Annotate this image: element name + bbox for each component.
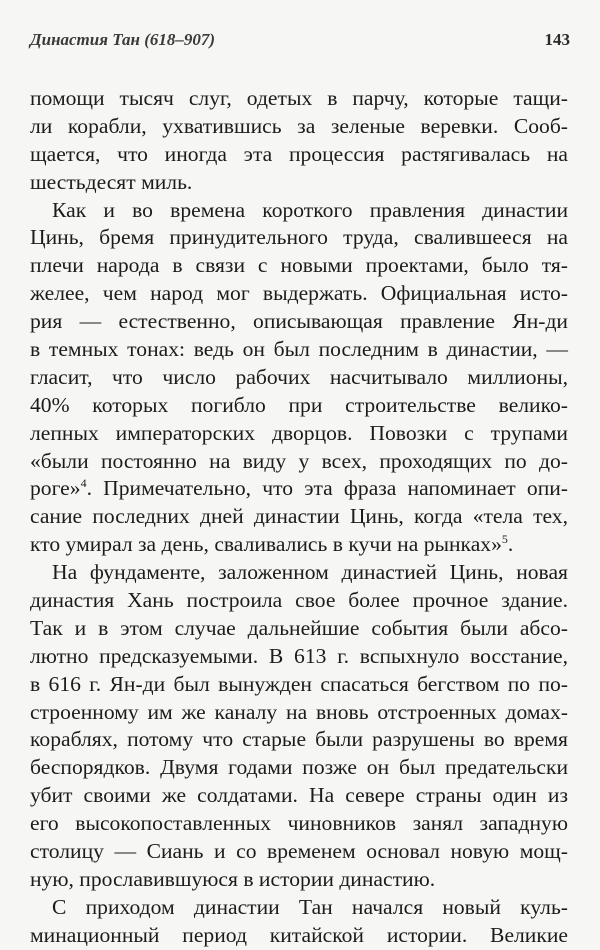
line-text: лютно предсказуемыми. В 613 г. вспыхнуло восстание, <box>30 643 568 668</box>
line-text: сание последних дней династии Цинь, когда «тела тех, <box>30 504 568 529</box>
line-text: беспорядков. Двумя годами позже он был предательски <box>30 755 568 780</box>
line-text: лепных императорских дворцов. Повозки с трупами <box>30 420 568 445</box>
line-text: помощи тысяч слуг, одетых в парчу, которые тащи- <box>30 86 568 110</box>
text-line <box>30 531 568 559</box>
line-text-continued: . <box>507 532 514 557</box>
text-line <box>30 615 568 643</box>
line-text: династия Хань построила свое более прочное здание. <box>30 588 568 613</box>
text-line <box>30 224 568 252</box>
line-text: щается, что иногда эта процессия растягивалась на <box>30 141 568 166</box>
line-text: ную, прославившуюся в истории династию. <box>30 866 436 891</box>
line-text: С приходом династии Тан начался новый куль- <box>52 894 568 919</box>
text-line <box>30 866 568 894</box>
text-line <box>30 699 568 727</box>
text-line <box>30 364 568 392</box>
text-line <box>30 448 568 476</box>
line-text: желее, чем народ мог выдержать. Официальная исто- <box>30 281 568 306</box>
text-line <box>30 252 568 280</box>
text-line <box>30 392 568 420</box>
footnote-marker[interactable]: 5 <box>501 532 508 547</box>
line-text: шестьдесят миль. <box>30 169 193 194</box>
text-line <box>30 643 568 671</box>
line-text-continued: . Примечательно, что эта фраза напоминает опи- <box>86 476 568 501</box>
line-text: Так и в этом случае дальнейшие события были абсо- <box>30 615 568 640</box>
line-text: На фундаменте, заложенном династией Цинь, новая <box>52 560 568 585</box>
line-text: роге» <box>30 476 81 501</box>
text-line <box>30 85 568 113</box>
text-line <box>30 420 568 448</box>
text-line <box>30 894 568 922</box>
body-text <box>30 85 568 950</box>
text-line <box>30 475 568 503</box>
text-line <box>30 782 568 810</box>
line-text: убит своими же солдатами. На севере страны один из <box>30 783 568 808</box>
text-line <box>30 503 568 531</box>
line-text: Как и во времена короткого правления династии <box>52 197 568 222</box>
line-text: рия — естественно, описывающая правление Ян-ди <box>30 309 568 334</box>
text-line <box>30 197 568 225</box>
line-text: гласит, что число рабочих насчитывало миллионы, <box>30 364 568 389</box>
line-text: 40% которых погибло при строительстве велико- <box>30 392 568 417</box>
line-text: минационный период китайской истории. Великие <box>30 922 568 947</box>
text-line <box>30 671 568 699</box>
text-line <box>30 280 568 308</box>
text-line <box>30 169 568 197</box>
line-text: кораблях, потому что старые были разрушены во время <box>30 727 568 752</box>
line-text: Цинь, бремя принудительного труда, свалившееся на <box>30 225 568 250</box>
text-line <box>30 922 568 950</box>
text-line <box>30 336 568 364</box>
chapter-title: Династия Тан (618–907) <box>30 30 216 49</box>
line-text: плечи народа в связи с новыми проектами, было тя- <box>30 253 568 278</box>
line-text: строенному им же каналу на вновь отстроенных домах- <box>30 699 568 724</box>
line-text: кто умирал за день, сваливались в кучи на рынках» <box>30 532 502 557</box>
running-head <box>30 30 570 56</box>
footnote-marker[interactable]: 4 <box>80 476 87 491</box>
text-line <box>30 113 568 141</box>
page-number: 143 <box>544 30 570 49</box>
line-text: столицу — Сиань и со временем основал новую мощ- <box>30 839 568 864</box>
text-line <box>30 559 568 587</box>
text-line <box>30 141 568 169</box>
line-text: в темных тонах: ведь он был последним в династии, — <box>30 337 568 362</box>
line-text: «были постоянно на виду у всех, проходящих по до- <box>30 448 568 473</box>
text-line <box>30 308 568 336</box>
text-line <box>30 838 568 866</box>
text-line <box>30 810 568 838</box>
line-text: его высокопоставленных чиновников занял западную <box>30 811 568 836</box>
text-line <box>30 754 568 782</box>
line-text: ли корабли, ухватившись за зеленые веревки. Сооб- <box>30 113 568 138</box>
text-line <box>30 587 568 615</box>
text-line <box>30 726 568 754</box>
line-text: в 616 г. Ян-ди был вынужден спасаться бегством по по- <box>30 671 568 696</box>
